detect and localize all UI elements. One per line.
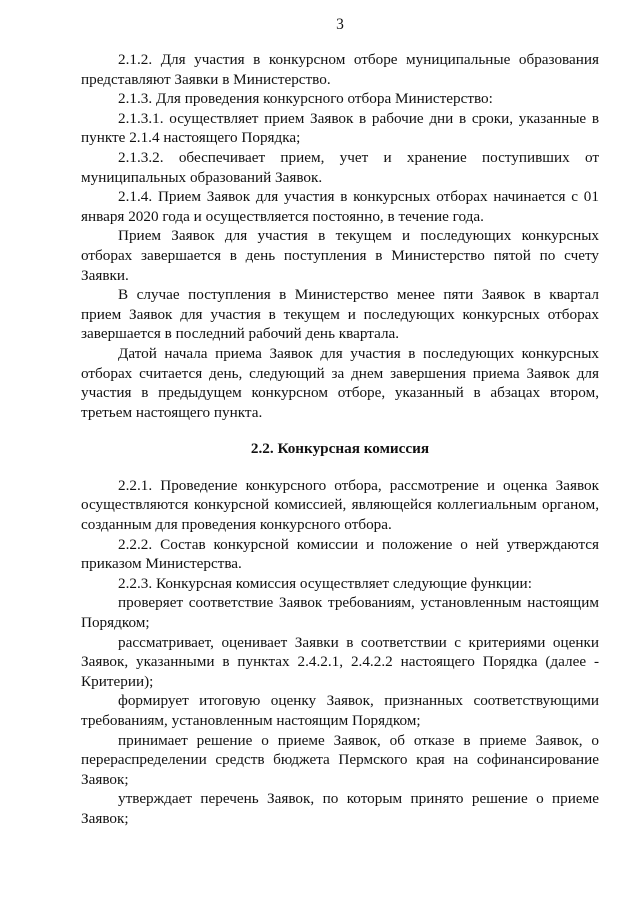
page-number: 3 — [336, 16, 344, 33]
function-item: рассматривает, оценивает Заявки в соответствии с критериями оценки Заявок, указанными в пунктах 2.4.2.1, 2.4.2.2 настоящего Порядка (далее - Критерии); — [81, 633, 599, 690]
paragraph-2-1-4-fourth: Датой начала приема Заявок для участия в последующих конкурсных отборах считается день, следующий за днем завершения приема Заявок для участия в предыдущем конкурсном отборе, указанный в абзацах втором, третьем настоящего пункта. — [81, 344, 599, 421]
paragraph-2-1-4-second: Прием Заявок для участия в текущем и последующих конкурсных отборах завершается в день поступления в Министерство пятой по счету Заявки. — [81, 227, 599, 284]
paragraph-2-2-1: 2.2.1. Проведение конкурсного отбора, рассмотрение и оценка Заявок осуществляются конкурсной комиссией, являющейся коллегиальным органом, созданным для проведения конкурсного отбора. — [81, 476, 599, 534]
document-body — [81, 50, 599, 829]
function-item: формирует итоговую оценку Заявок, признанных соответствующими требованиям, установленным настоящим Порядком; — [81, 692, 599, 729]
function-item: принимает решение о приеме Заявок, об отказе в приеме Заявок, о перераспределении средств бюджета Пермского края на софинансирование Заявок; — [81, 731, 599, 788]
paragraph-2-1-2: 2.1.2. Для участия в конкурсном отборе муниципальные образования представляют Заявки в Министерство. — [81, 51, 599, 88]
paragraph-2-2-2: 2.2.2. Состав конкурсной комиссии и положение о ней утверждаются приказом Министерства. — [81, 535, 599, 573]
paragraph-2-1-4-third: В случае поступления в Министерство менее пяти Заявок в квартал прием Заявок для участия в текущем и последующих конкурсных отборах завершается в последний рабочий день квартала. — [81, 286, 599, 343]
paragraph-2-1-3-1: 2.1.3.1. осуществляет прием Заявок в рабочие дни в сроки, указанные в пункте 2.1.4 настоящего Порядка; — [81, 109, 599, 147]
function-item: проверяет соответствие Заявок требованиям, установленным настоящим Порядком; — [81, 594, 599, 632]
paragraph-2-1-3: 2.1.3. Для проведения конкурсного отбора Министерство: — [118, 90, 493, 108]
paragraph-2-2-3: 2.2.3. Конкурсная комиссия осуществляет следующие функции: — [118, 574, 532, 592]
function-item: утверждает перечень Заявок, по которым принято решение о приеме Заявок; — [81, 790, 599, 827]
paragraph-2-1-3-2: 2.1.3.2. обеспечивает прием, учет и хранение поступивших от муниципальных образований Заявок. — [81, 148, 599, 186]
paragraph-2-1-4: 2.1.4. Прием Заявок для участия в конкурсных отборах начинается с 01 января 2020 года и осуществляется постоянно, в течение года. — [81, 188, 599, 225]
section-heading-2-2: 2.2. Конкурсная комиссия — [250, 440, 430, 458]
